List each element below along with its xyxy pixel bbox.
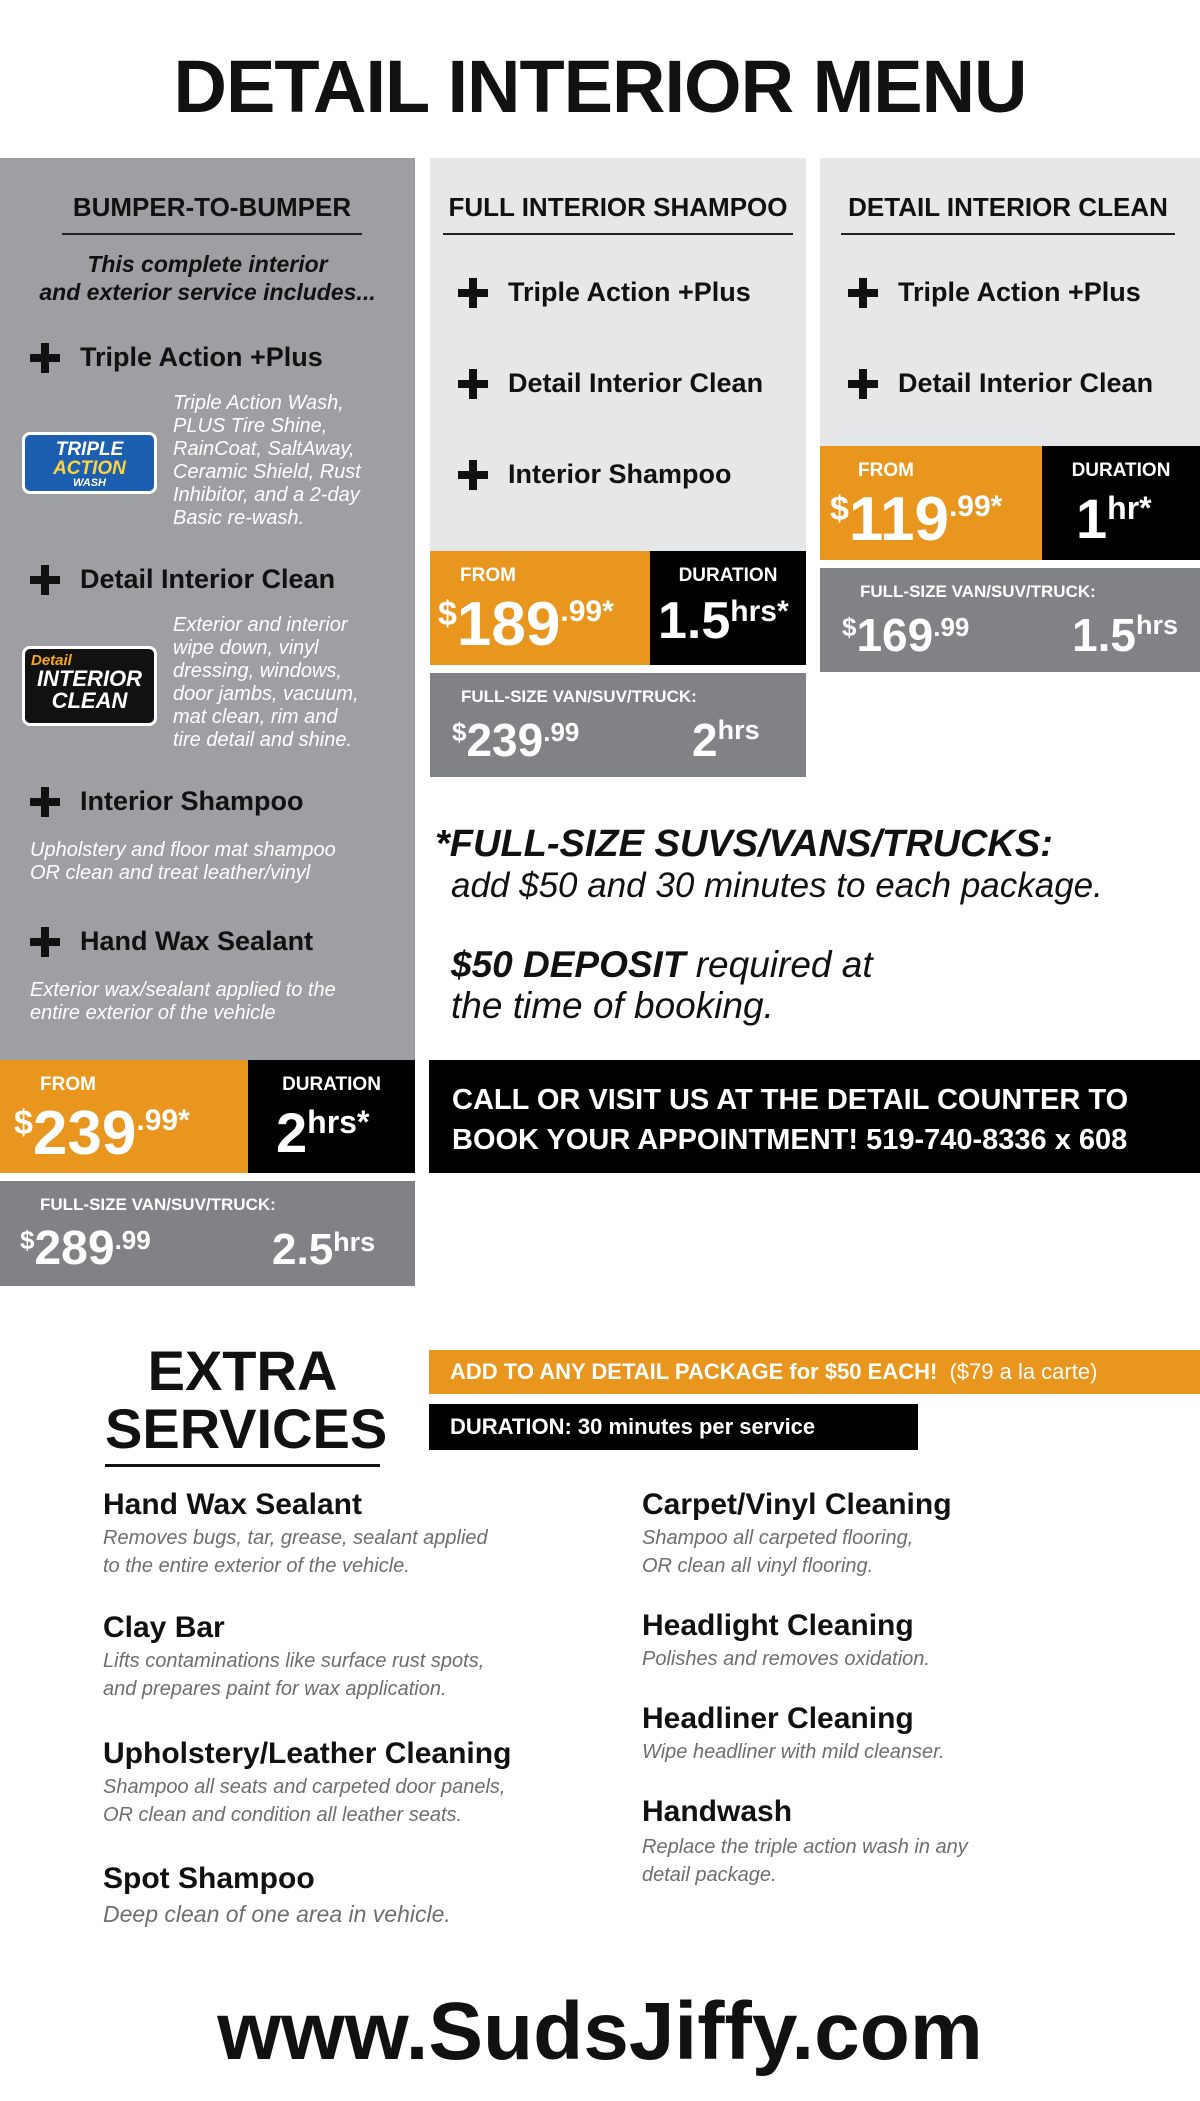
shampoo-van-duration: 2hrs bbox=[692, 714, 760, 766]
page-title: DETAIL INTERIOR MENU bbox=[173, 45, 1027, 128]
bumper-price: $239.99* bbox=[14, 1099, 190, 1168]
plus-icon bbox=[458, 369, 488, 399]
plus-icon bbox=[458, 460, 488, 490]
bumper-item-detail-interior-desc: Exterior and interior wipe down, vinyl dressing, windows, door jambs, vacuum, mat clean, rim and tire detail and shine. bbox=[173, 614, 359, 751]
detail-interior-clean-logo: Detail INTERIOR CLEAN bbox=[22, 646, 157, 726]
call-to-action-banner: CALL OR VISIT US AT THE DETAIL COUNTER TO BOOK YOUR APPOINTMENT! 519-740-8336 x 608 bbox=[429, 1060, 1200, 1173]
interior-clean-item-detail-interior: Detail Interior Clean bbox=[848, 368, 1153, 399]
extras-pricing-banner: ADD TO ANY DETAIL PACKAGE for $50 EACH! ($79 a la carte) bbox=[429, 1350, 1200, 1394]
extra-service-item: Hand Wax Sealant Removes bugs, tar, grease, sealant applied to the entire exterior of the vehicle. bbox=[103, 1488, 488, 1577]
extras-duration-banner: DURATION: 30 minutes per service bbox=[429, 1404, 918, 1450]
shampoo-item-triple-action: Triple Action +Plus bbox=[458, 277, 751, 308]
deposit-note: $50 DEPOSIT required at the time of booking. bbox=[451, 944, 873, 1026]
shampoo-package-title: FULL INTERIOR SHAMPOO bbox=[443, 192, 793, 235]
bumper-item-hand-wax-desc: Exterior wax/sealant applied to the entire exterior of the vehicle bbox=[30, 979, 336, 1024]
extra-service-item: Headliner Cleaning Wipe headliner with mild cleanser. bbox=[642, 1702, 945, 1763]
shampoo-item-detail-interior: Detail Interior Clean bbox=[458, 368, 763, 399]
interior-clean-duration-box: DURATION 1hr* bbox=[1042, 446, 1200, 560]
extra-service-item: Carpet/Vinyl Cleaning Shampoo all carpeted flooring, OR clean all vinyl flooring. bbox=[642, 1488, 952, 1577]
interior-clean-van-price: $169.99 bbox=[842, 609, 970, 661]
bumper-van-box: FULL-SIZE VAN/SUV/TRUCK: $289.99 2.5hrs bbox=[0, 1181, 415, 1286]
triple-action-wash-logo: TRIPLE ACTION WASH bbox=[22, 432, 157, 494]
plus-icon bbox=[30, 787, 60, 817]
plus-icon bbox=[30, 343, 60, 373]
bumper-item-detail-interior: Detail Interior Clean bbox=[30, 564, 335, 595]
shampoo-price-box: FROM $189.99* bbox=[430, 551, 650, 665]
fullsize-note: *FULL-SIZE SUVS/VANS/TRUCKS: add $50 and 30 minutes to each package. bbox=[435, 823, 1103, 905]
shampoo-van-box: FULL-SIZE VAN/SUV/TRUCK: $239.99 2hrs bbox=[430, 673, 806, 777]
shampoo-duration: 1.5hrs* bbox=[658, 592, 789, 650]
extra-service-item: Headlight Cleaning Polishes and removes oxidation. bbox=[642, 1609, 930, 1670]
plus-icon bbox=[458, 278, 488, 308]
shampoo-price: $189.99* bbox=[438, 590, 614, 659]
shampoo-item-interior-shampoo: Interior Shampoo bbox=[458, 459, 732, 490]
plus-icon bbox=[848, 278, 878, 308]
extra-service-item: Spot Shampoo Deep clean of one area in vehicle. bbox=[103, 1862, 451, 1927]
shampoo-duration-box: DURATION 1.5hrs* bbox=[650, 551, 806, 665]
extra-service-item: Handwash Replace the triple action wash in any detail package. bbox=[642, 1795, 968, 1886]
plus-icon bbox=[30, 927, 60, 957]
bumper-item-triple-action-desc: Triple Action Wash, PLUS Tire Shine, RainCoat, SaltAway, Ceramic Shield, Rust Inhibitor, and a 2-day Basic re-wash. bbox=[173, 392, 361, 529]
website-url[interactable]: www.SudsJiffy.com bbox=[217, 1986, 983, 2077]
bumper-item-interior-shampoo-desc: Upholstery and floor mat shampoo OR clean and treat leather/vinyl bbox=[30, 839, 336, 884]
interior-clean-van-box: FULL-SIZE VAN/SUV/TRUCK: $169.99 1.5hrs bbox=[820, 568, 1200, 672]
plus-icon bbox=[848, 369, 878, 399]
bumper-package-title: BUMPER-TO-BUMPER bbox=[62, 192, 362, 235]
interior-clean-duration: 1hr* bbox=[1076, 487, 1152, 550]
bumper-van-duration: 2.5hrs bbox=[272, 1225, 376, 1274]
bumper-price-box: FROM $239.99* bbox=[0, 1060, 248, 1173]
bumper-item-interior-shampoo: Interior Shampoo bbox=[30, 786, 304, 817]
shampoo-van-price: $239.99 bbox=[452, 714, 580, 766]
interior-clean-item-triple-action: Triple Action +Plus bbox=[848, 277, 1141, 308]
interior-clean-price: $119.99* bbox=[830, 485, 1003, 554]
extra-service-item: Upholstery/Leather Cleaning Shampoo all seats and carpeted door panels, OR clean and condition all leather seats. bbox=[103, 1737, 512, 1826]
extra-service-item: Clay Bar Lifts contaminations like surface rust spots, and prepares paint for wax application. bbox=[103, 1611, 485, 1700]
interior-clean-price-box: FROM $119.99* bbox=[820, 446, 1042, 560]
extra-services-title: EXTRA SERVICES bbox=[105, 1342, 380, 1467]
bumper-van-price: $289.99 bbox=[20, 1222, 151, 1275]
bumper-item-hand-wax: Hand Wax Sealant bbox=[30, 926, 313, 957]
interior-clean-van-duration: 1.5hrs bbox=[1072, 609, 1178, 661]
bumper-item-triple-action: Triple Action +Plus bbox=[30, 342, 323, 373]
bumper-duration: 2hrs* bbox=[276, 1101, 370, 1164]
plus-icon bbox=[30, 565, 60, 595]
interior-clean-package-title: DETAIL INTERIOR CLEAN bbox=[841, 192, 1175, 235]
bumper-duration-box: DURATION 2hrs* bbox=[248, 1060, 415, 1173]
bumper-intro: This complete interior and exterior service includes... bbox=[39, 251, 376, 305]
